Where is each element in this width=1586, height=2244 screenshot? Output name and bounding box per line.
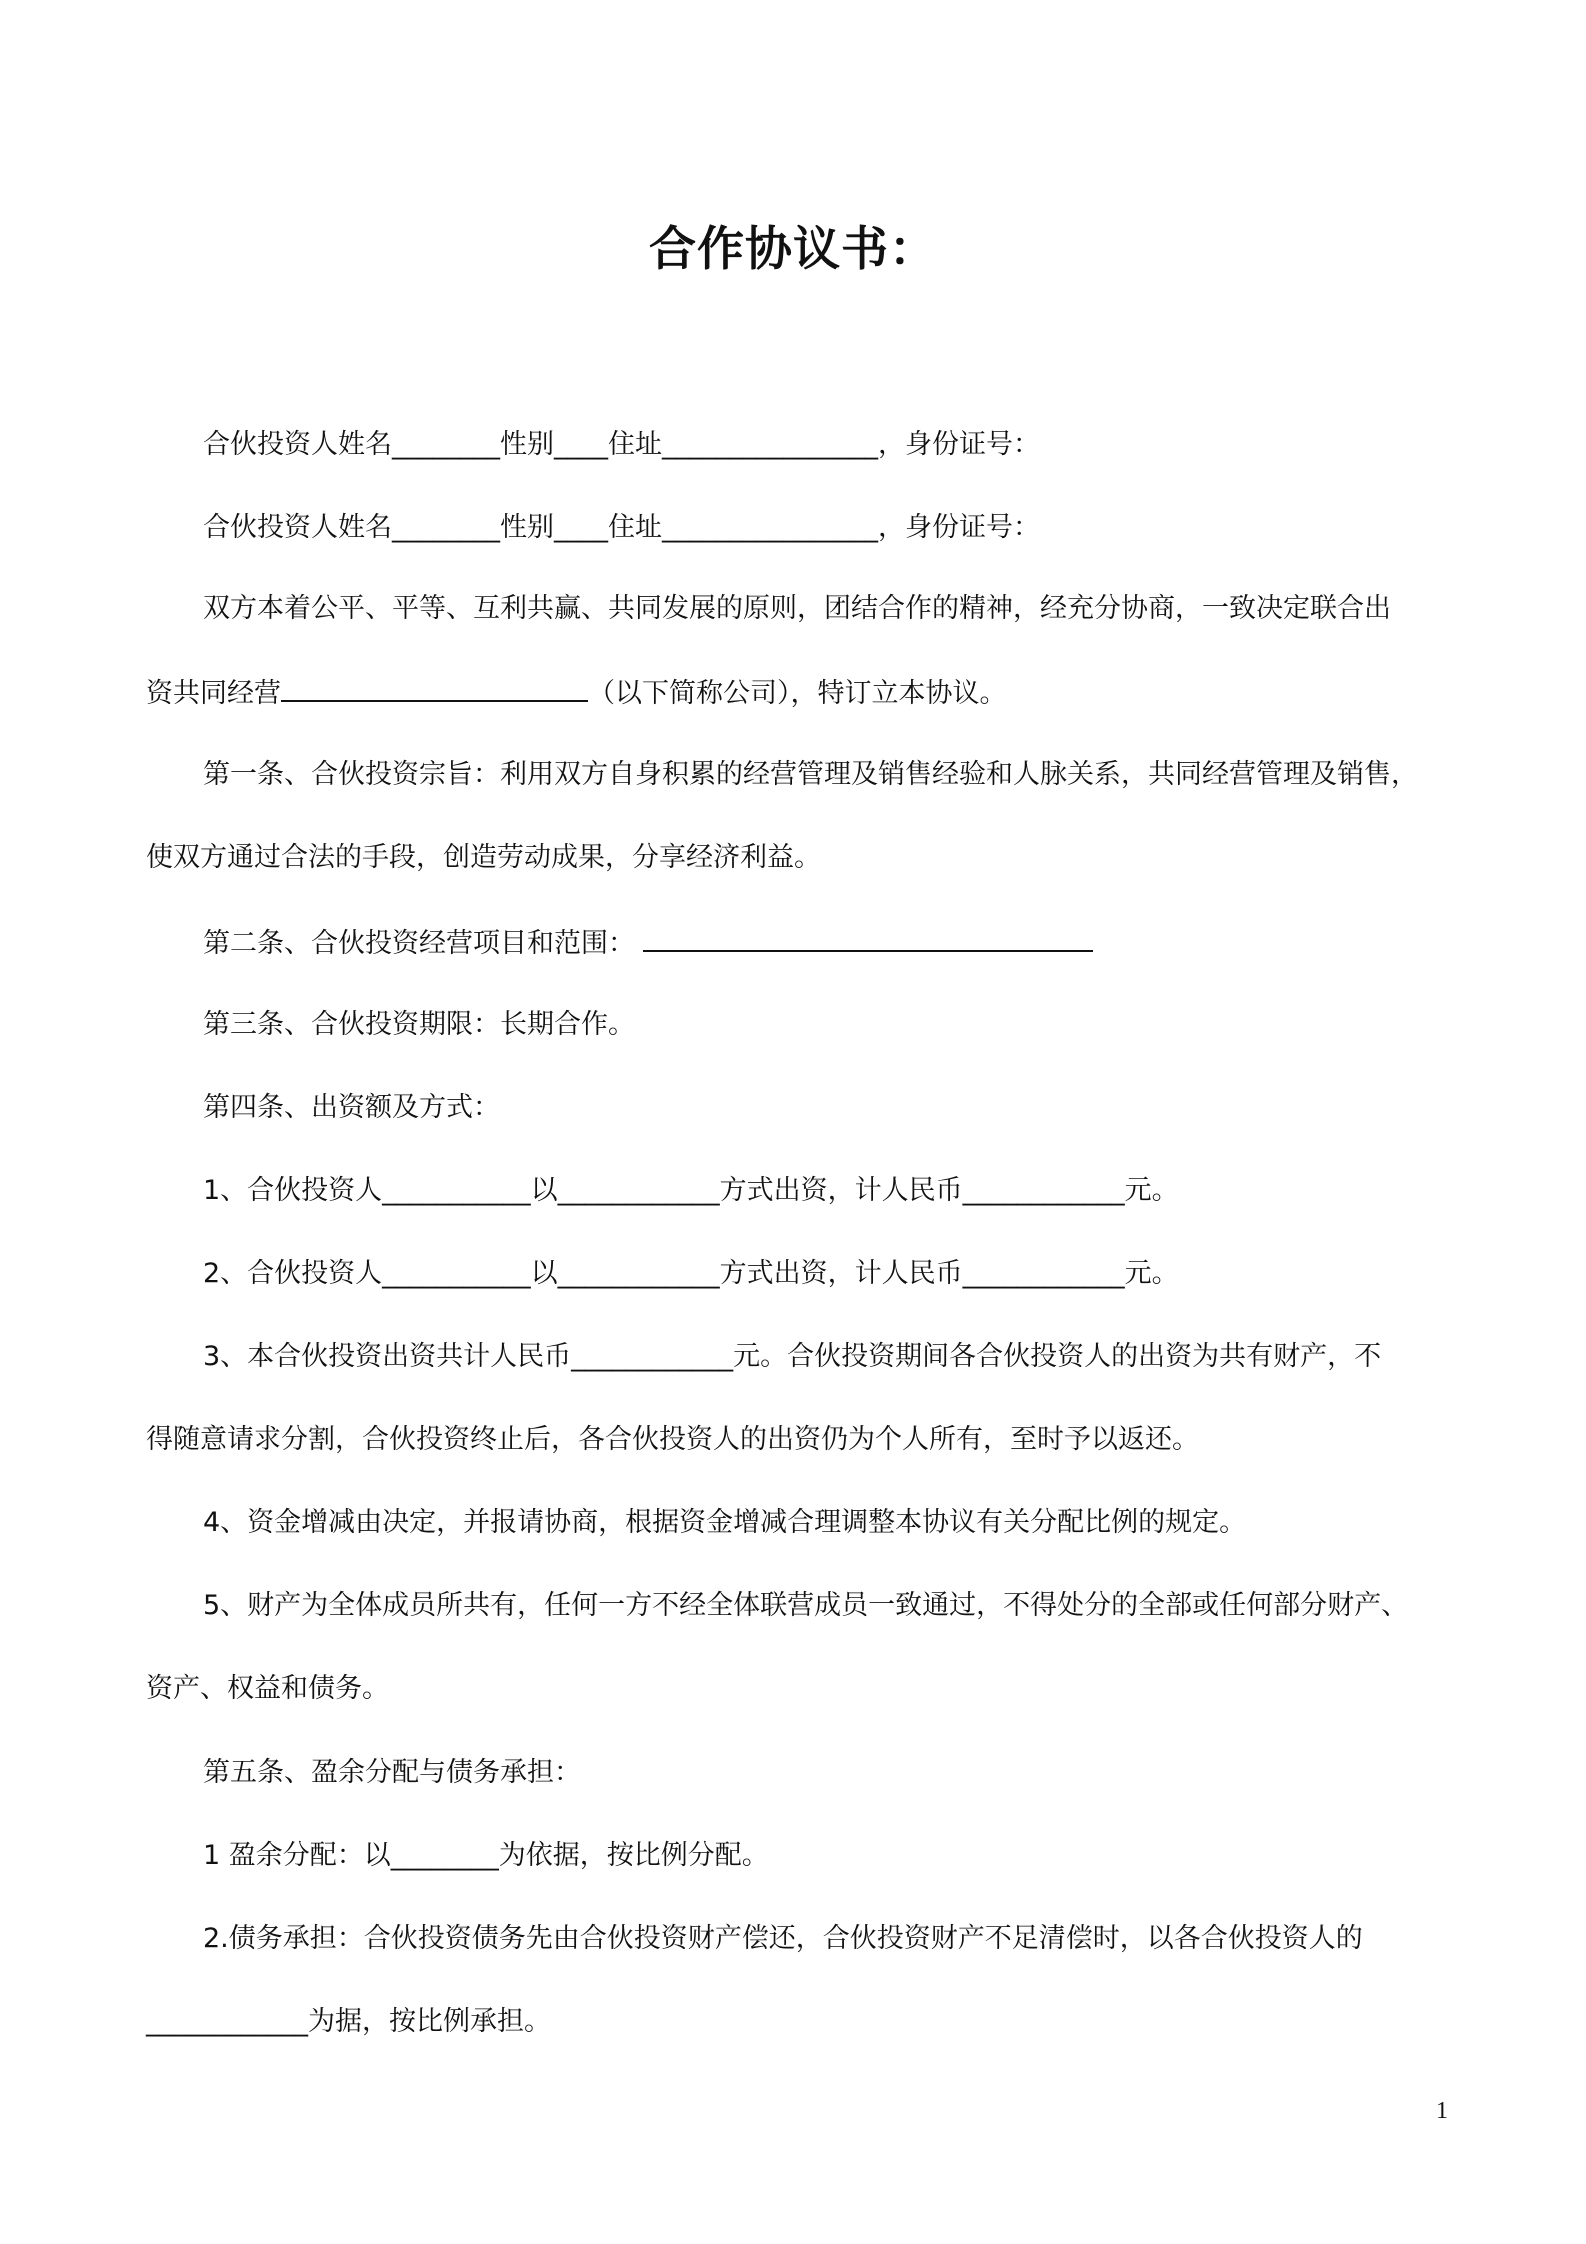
article-1-line-2: 使双方通过合法的手段，创造劳动成果，分享经济利益。 — [146, 842, 821, 873]
document-title: 合作协议书： — [649, 222, 937, 277]
article-4-item-3-line-2: 得随意请求分割，合伙投资终止后，各合伙投资人的出资仍为个人所有，至时予以返还。 — [146, 1424, 1199, 1455]
article-4-item-5-line-2: 资产、权益和债务。 — [146, 1673, 389, 1704]
article-4-item-5-line-1: 5、财产为全体成员所共有，任何一方不经全体联营成员一致通过，不得处分的全部或任何部分财产、 — [203, 1590, 1409, 1621]
article-4-item-3-line-1: 3、本合伙投资出资共计人民币____________元。合伙投资期间各合伙投资人的出资为共有财产，不 — [203, 1341, 1382, 1372]
article-5-item-1: 1 盈余分配：以________为依据，按比例分配。 — [203, 1840, 769, 1871]
article-5-heading: 第五条、盈余分配与债务承担： — [203, 1757, 581, 1788]
article-2-line — [203, 922, 1093, 964]
partner-2-info-line: 合伙投资人姓名________性别____住址________________，身份证号： — [203, 512, 1040, 543]
business-name-blank — [281, 672, 588, 702]
article-4-item-4: 4、资金增减由决定，并报请协商，根据资金增减合理调整本协议有关分配比例的规定。 — [203, 1507, 1247, 1538]
page-number: 1 — [1436, 2098, 1448, 2124]
article-2-text: 第二条、合伙投资经营项目和范围： — [203, 928, 635, 959]
preamble-line-2 — [146, 672, 1007, 714]
preamble-line-2-end: （以下简称公司），特订立本协议。 — [588, 678, 1007, 709]
article-3-line: 第三条、合伙投资期限：长期合作。 — [203, 1009, 635, 1040]
business-scope-blank — [643, 922, 1093, 952]
article-5-item-2-line-2: ____________为据，按比例承担。 — [146, 2006, 551, 2037]
article-4-item-2: 2、合伙投资人___________以____________方式出资，计人民币____________元。 — [203, 1258, 1179, 1289]
article-4-heading: 第四条、出资额及方式： — [203, 1092, 500, 1123]
article-4-item-1: 1、合伙投资人___________以____________方式出资，计人民币____________元。 — [203, 1175, 1179, 1206]
preamble-line-2-start: 资共同经营 — [146, 678, 281, 709]
article-5-item-2-line-1: 2.债务承担：合伙投资债务先由合伙投资财产偿还，合伙投资财产不足清偿时，以各合伙投资人的 — [203, 1923, 1363, 1954]
article-1-line-1: 第一条、合伙投资宗旨：利用双方自身积累的经营管理及销售经验和人脉关系，共同经营管理及销售， — [203, 759, 1418, 790]
partner-1-info-line: 合伙投资人姓名________性别____住址________________，身份证号： — [203, 429, 1040, 460]
preamble-line-1: 双方本着公平、平等、互利共赢、共同发展的原则，团结合作的精神，经充分协商，一致决定联合出 — [203, 593, 1391, 624]
